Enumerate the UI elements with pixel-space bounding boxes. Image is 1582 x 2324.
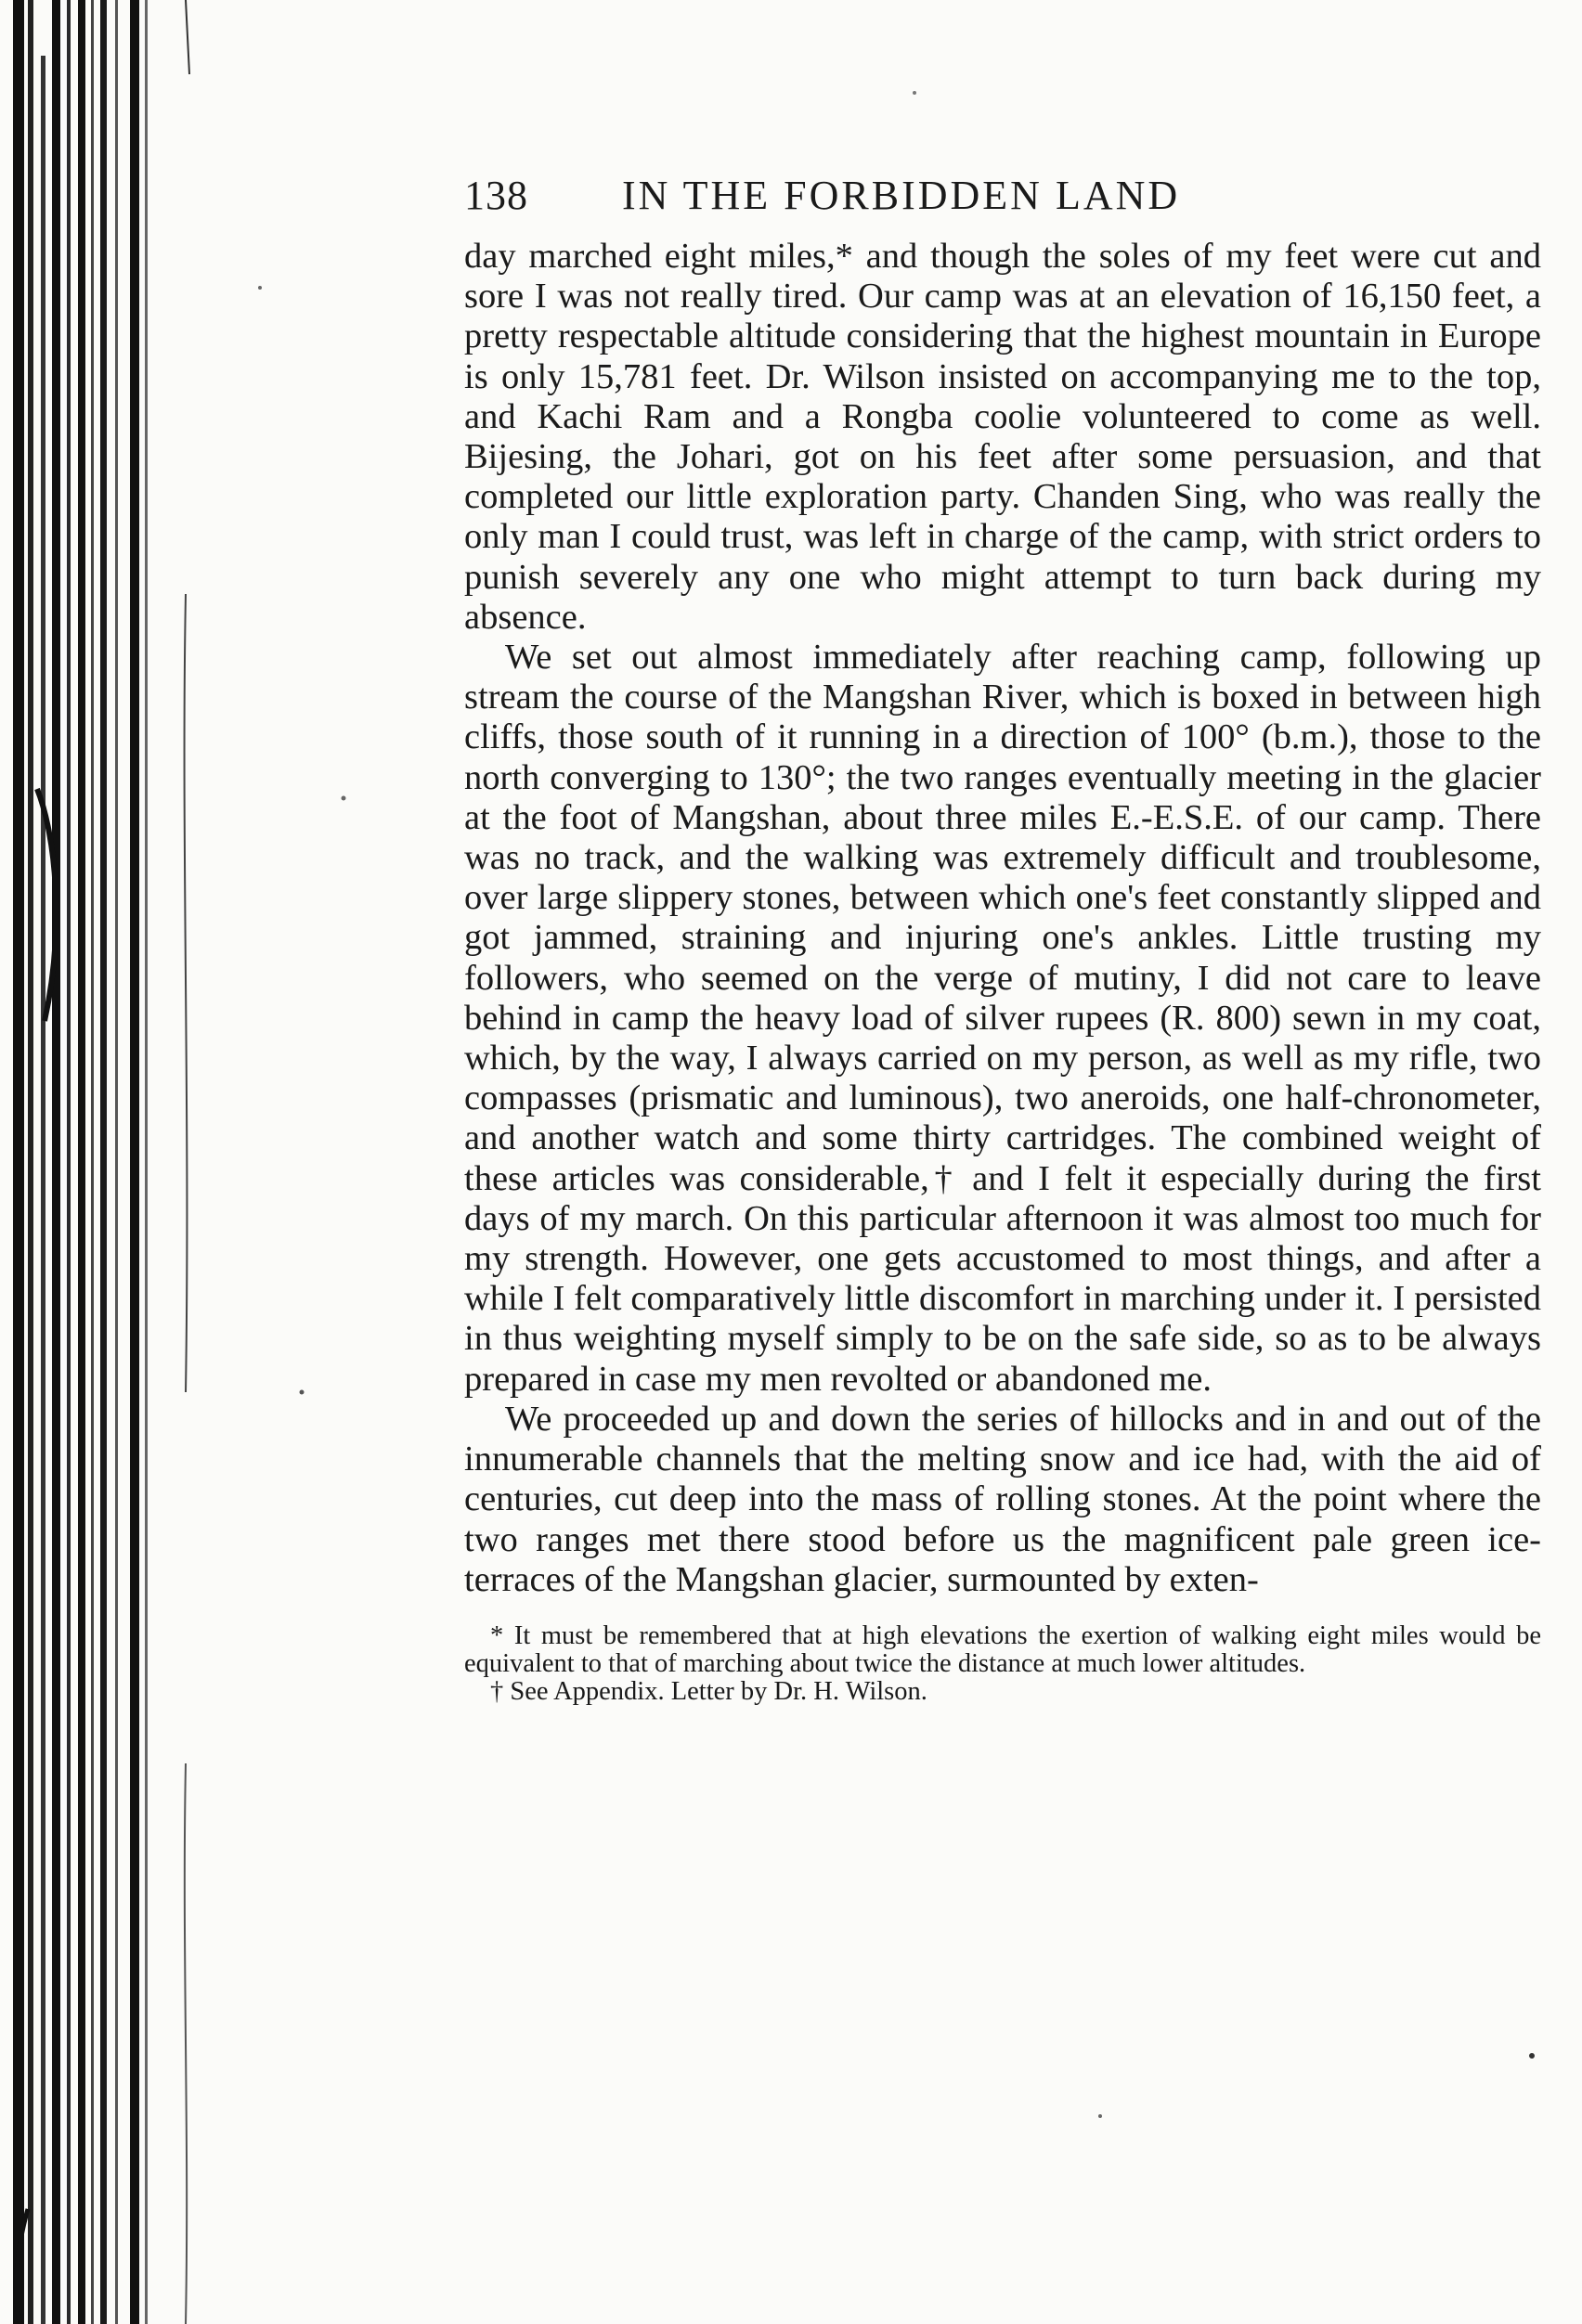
paragraph-2: We set out almost immediately after reaching camp, following up stream the course of the Mangshan River, which is boxed in between high cliffs, those south of it running in a direction of 100° (b.m.), those to the north converging to 130°; the two ranges eventually meeting in the glacier at the foot of Mangshan, about three miles E.-E.S.E. of our camp. There was no track, and the walking was extremely difficult and troublesome, over large slippery stones, between which one's feet constantly slipped and got jammed, straining and injuring one's ankles. Little trusting my followers, who seemed on the verge of mutiny, I did not care to leave behind in camp the heavy load of silver rupees (R. 800) sewn in my coat, which, by the way, I always carried on my person, as well as my rifle, two compasses (prismatic and luminous), two aneroids, one half-chronometer, and another watch and some thirty cartridges. The combined weight of these articles was considerable,† and I felt it especially during the first days of my march. On this particular afternoon it was almost too much for my strength. However, one gets accustomed to most things, and after a while I felt comparatively little discomfort in marching under it. I persisted in thus weighting myself simply to be on the safe side, so as to be always prepared in case my men revolted or abandoned me. (464, 638, 1541, 1399)
footnote-asterisk: * It must be remembered that at high elevations the exertion of walking eight miles would be equivalent to that of marching about twice the distance at much lower altitudes. (464, 1620, 1541, 1678)
page-number: 138 (464, 173, 528, 218)
paragraph-3: We proceeded up and down the series of hillocks and in and out of the innumerable channels that the melting snow and ice had, with the aid of centuries, cut deep into the mass of rolling stones. At the point where the two ranges met there stood before us the magnificent pale green ice-terraces of the Mangshan glacier, surmounted by exten- (464, 1399, 1541, 1599)
book-page (464, 172, 1541, 1706)
footnotes (464, 1622, 1541, 1706)
paragraph-1: day marched eight miles,* and though the soles of my feet were cut and sore I was not really tired. Our camp was at an elevation of 16,150 feet, a pretty respectable altitude considering that the highest mountain in Europe is only 15,781 feet. Dr. Wilson insisted on accompanying me to the top, and Kachi Ram and a Rongba coolie volunteered to come as well. Bijesing, the Johari, got on his feet after some persuasion, and that completed our little exploration party. Chanden Sing, who was really the only man I could trust, was left in charge of the camp, with strict orders to punish severely any one who might attempt to turn back during my absence. (464, 237, 1541, 637)
footnote-dagger: † See Appendix. Letter by Dr. H. Wilson. (490, 1676, 927, 1706)
book-binding-edge (0, 0, 214, 2324)
page-header (464, 172, 1541, 237)
body-text (464, 237, 1541, 1600)
running-title: IN THE FORBIDDEN LAND (622, 173, 1181, 218)
